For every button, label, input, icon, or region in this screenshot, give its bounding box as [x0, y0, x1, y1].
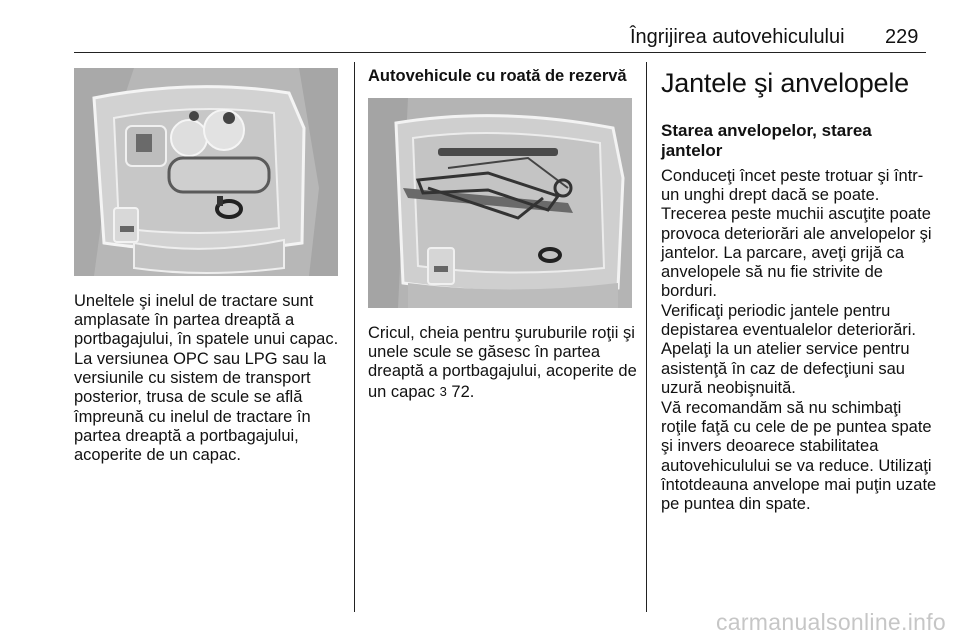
running-header: Îngrijirea autovehiculului — [630, 26, 845, 48]
spare-wheel-heading: Autovehicule cu roată de rezervă — [368, 67, 627, 85]
reference-page-link[interactable]: 72. — [451, 382, 475, 401]
tyre-condition-subheading: Starea anvelopelor, starea jantelor — [661, 121, 872, 160]
header-rule — [74, 52, 926, 53]
right-paragraph-2: Verificaţi periodic jantele pentru depistarea eventualelor deteriorări. Apelaţi la un atelier service pentru asistenţă în caz de defecţiuni sau uzură neobişnuită. — [661, 302, 916, 397]
column-divider-right — [646, 62, 647, 612]
arrow-reference-icon: 3 — [439, 383, 447, 399]
watermark: carmanualsonline.info — [715, 609, 946, 635]
wheels-tyres-heading: Jantele şi anvelopele — [661, 68, 909, 98]
jack-and-tools-illustration — [368, 98, 632, 308]
reference-text: un capac — [368, 382, 435, 401]
page-number: 229 — [885, 26, 919, 48]
column-divider-left — [354, 62, 355, 612]
middle-paragraph: Cricul, cheia pentru şuruburile roţii şi unele scule se găsesc în partea dreaptă a portbagajului, acoperite de un capac 3 72. — [368, 324, 637, 401]
right-paragraph-3: Vă recomandăm să nu schimbaţi roţile faţă cu cele de pe puntea spate şi invers deoarece stabilitatea autovehiculului se va reduce. Utilizaţi întotdeauna anvelope mai puţin uzate pe puntea din spate. — [661, 399, 937, 514]
trunk-tool-compartment-illustration — [74, 68, 338, 276]
right-paragraph-1: Conduceţi încet peste trotuar şi într- un unghi drept dacă se poate. Trecerea peste muchii ascuţite poate provoca deteriorări ale anvelopelor şi jantelor. La parcare, aveţi grijă ca anvelopele să nu fie strivite de borduri. — [661, 167, 932, 301]
left-paragraph-2: La versiunea OPC sau LPG sau la versiunile cu sistem de transport posterior, trusa de scule se află împreună cu inelul de tractare în partea dreaptă a portbagajului, acoperite de un capac. — [74, 350, 327, 465]
left-paragraph-1: Uneltele şi inelul de tractare sunt amplasate în partea dreaptă a portbagajului, în spatele unui capac. — [74, 292, 339, 349]
